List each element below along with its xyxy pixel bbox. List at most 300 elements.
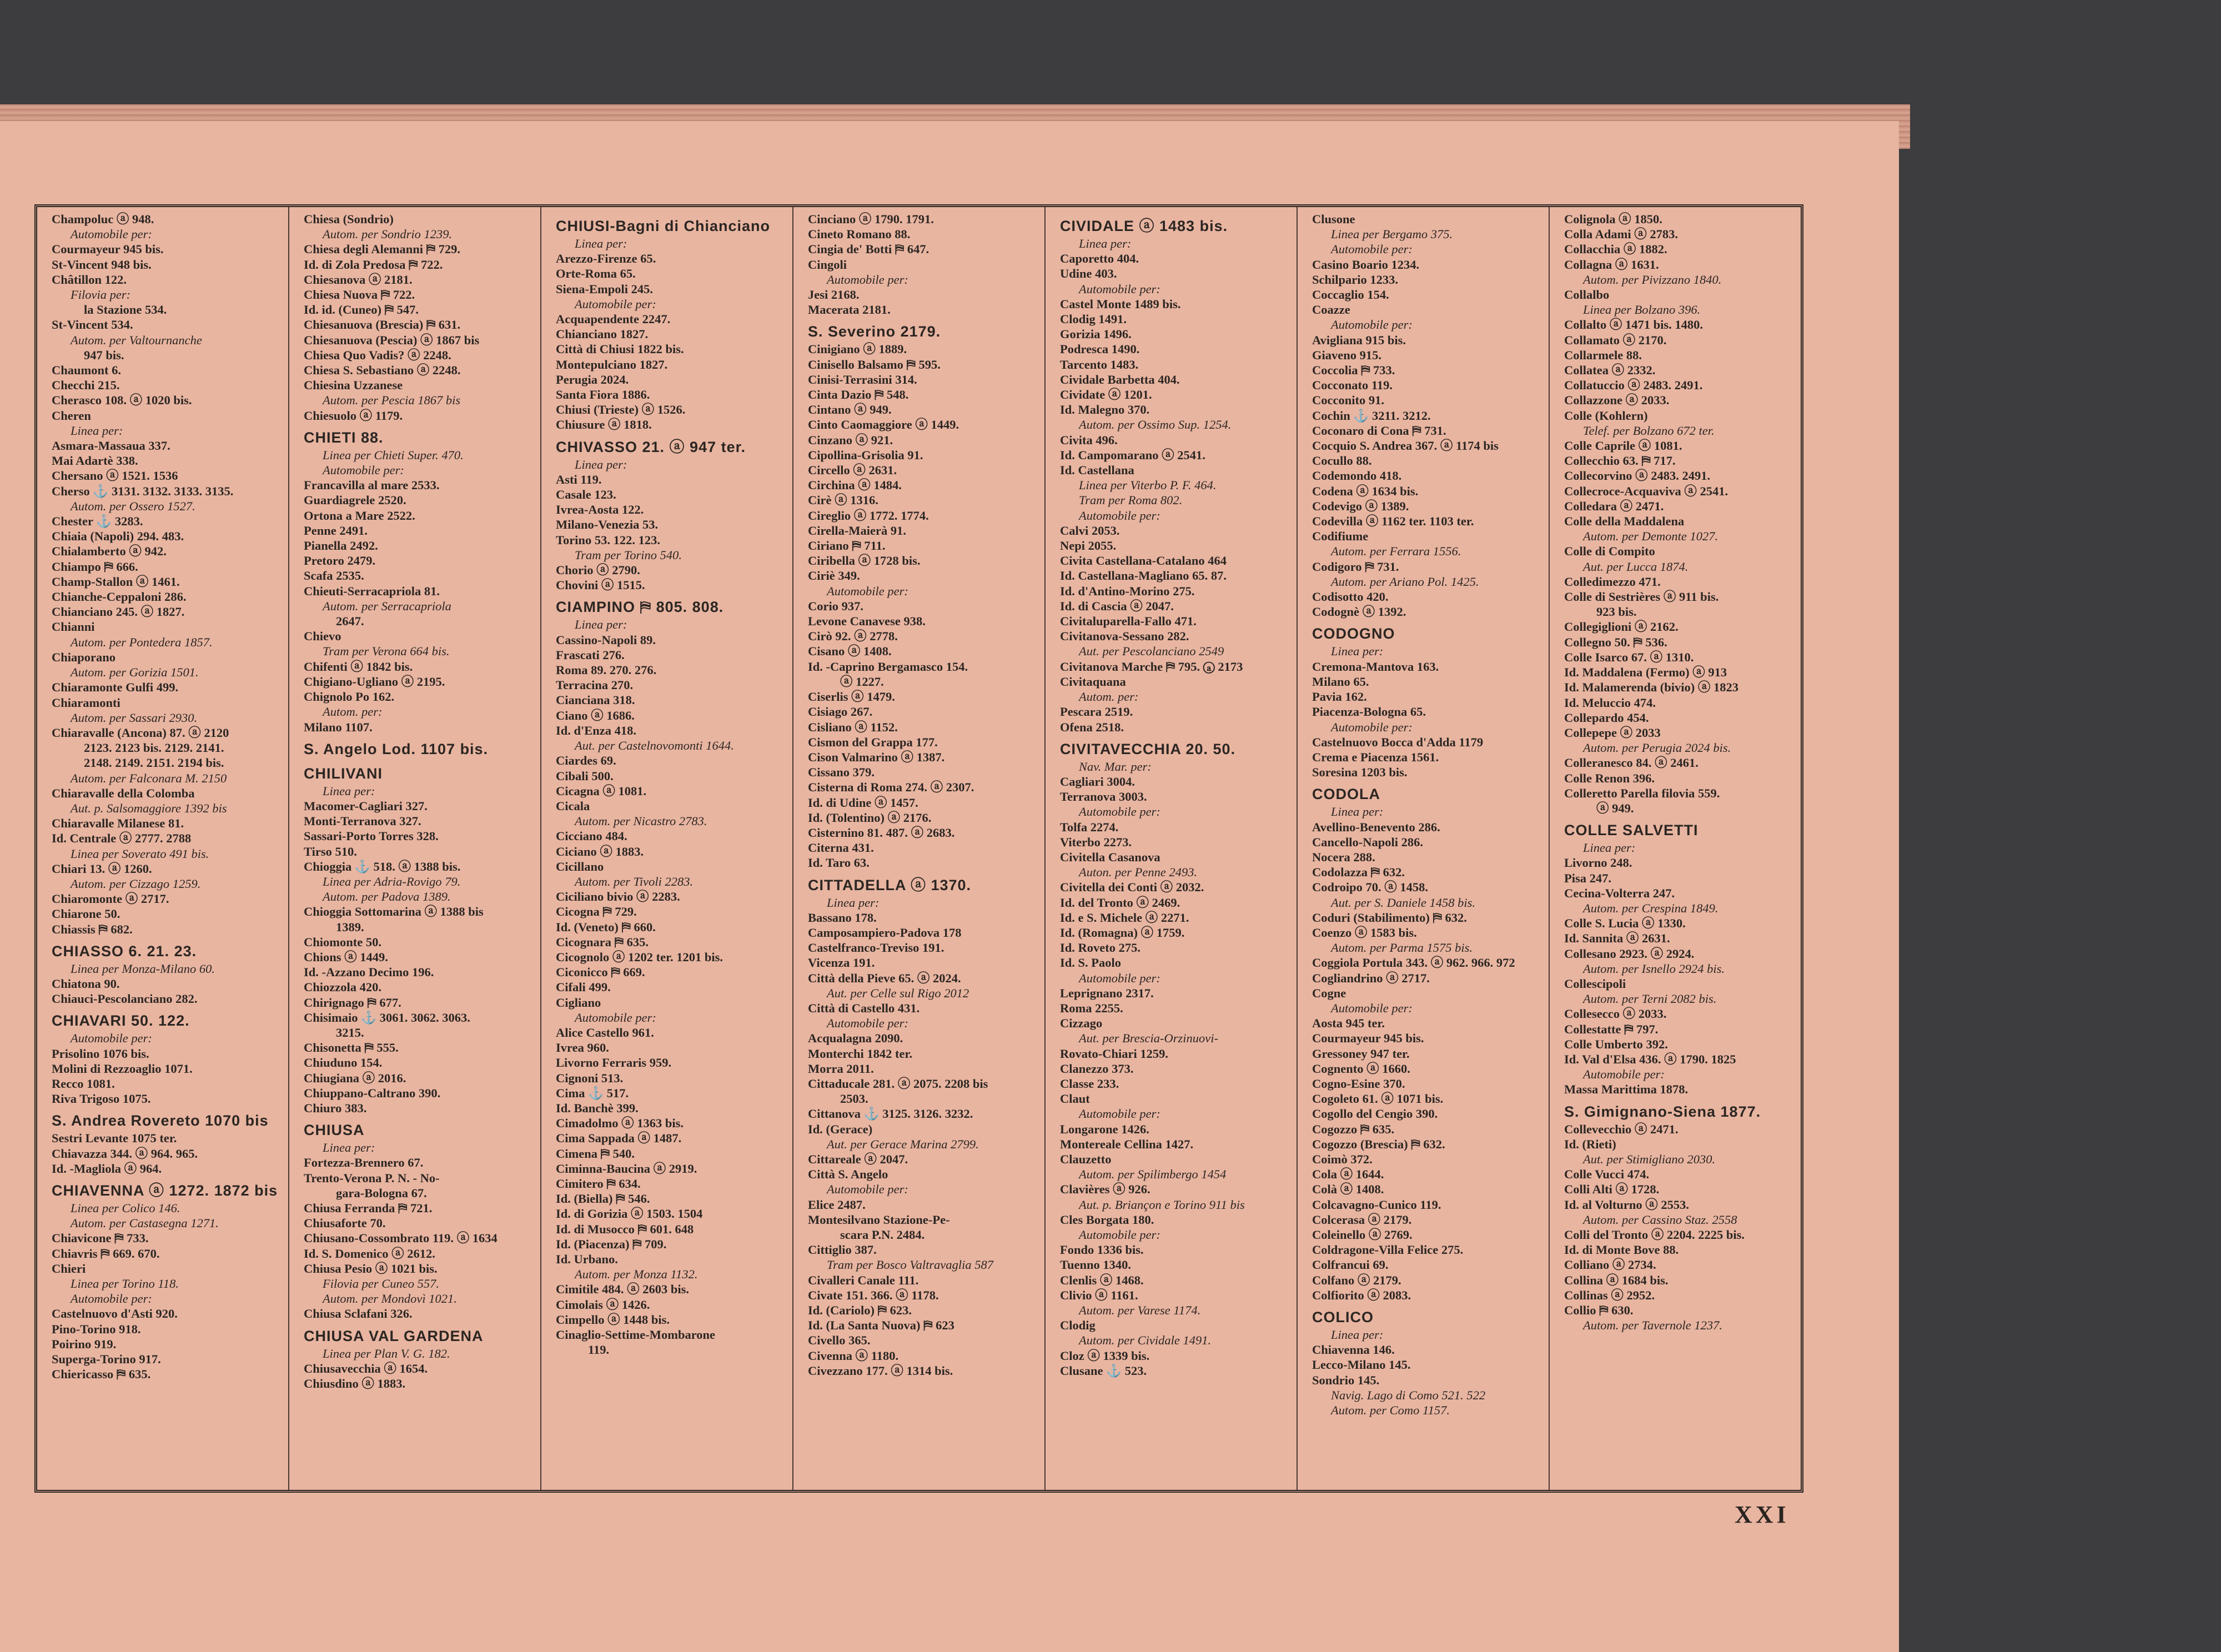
index-entry: Gorizia 1496. xyxy=(1060,327,1132,342)
index-entry: Chiaromonte ⓐ 2717. xyxy=(52,892,169,906)
index-entry: Cicala xyxy=(556,799,590,813)
index-entry: Cicognara ⛿ 635. xyxy=(556,935,649,949)
index-entry: Cirò 92. ⓐ 2778. xyxy=(808,629,898,644)
index-entry: Cloz ⓐ 1339 bis. xyxy=(1060,1348,1150,1363)
index-entry: Caporetto 404. xyxy=(1060,252,1139,266)
index-entry: Autom. per Cassino Staz. 2558 xyxy=(1583,1212,1737,1227)
index-entry: CHIUSI-Bagni di Chianciano xyxy=(556,218,771,234)
index-entry: Id. (Biella) ⛿ 546. xyxy=(556,1192,650,1206)
index-entry: Autom. per Tavernole 1237. xyxy=(1583,1318,1723,1333)
index-entry: Civalleri Canale 111. xyxy=(808,1273,919,1287)
index-entry: Automobile per: xyxy=(1079,805,1160,819)
index-entry: Colleranesco 84. ⓐ 2461. xyxy=(1564,756,1699,770)
index-entry: Id. Sannita ⓐ 2631. xyxy=(1564,931,1670,946)
index-entry: Id. S. Paolo xyxy=(1060,956,1122,970)
index-entry: Cingia de' Botti ⛿ 647. xyxy=(808,242,929,257)
index-entry: Chisonetta ⛿ 555. xyxy=(304,1041,399,1055)
index-entry: CHIASSO 6. 21. 23. xyxy=(52,942,197,960)
index-entry: Chiusavecchia ⓐ 1654. xyxy=(304,1361,428,1375)
index-entry: Collio ⛿ 630. xyxy=(1564,1303,1634,1318)
index-entry: Cizzago xyxy=(1060,1016,1103,1031)
index-entry: Civita Castellana-Catalano 464 xyxy=(1060,554,1227,568)
index-entry: Cogollo del Cengio 390. xyxy=(1312,1107,1438,1121)
index-entry: Automobile per: xyxy=(1331,1001,1413,1015)
index-entry: Cipollina-Grisolia 91. xyxy=(808,448,923,462)
index-entry: Montereale Cellina 1427. xyxy=(1060,1137,1194,1151)
index-entry: Chersano ⓐ 1521. 1536 xyxy=(52,469,178,483)
index-entry: Penne 2491. xyxy=(304,523,368,538)
index-entry: Codevigo ⓐ 1389. xyxy=(1312,499,1409,513)
index-entry: Id. -Caprino Bergamasco 154. xyxy=(808,659,968,674)
index-entry: Chiarone 50. xyxy=(52,907,120,921)
index-entry: Circhina ⓐ 1484. xyxy=(808,478,902,493)
index-entry: Arezzo-Firenze 65. xyxy=(556,252,656,266)
index-entry: Chiesa (Sondrio) xyxy=(304,212,394,226)
index-entry: Collatuccio ⓐ 2483. 2491. xyxy=(1564,378,1703,393)
index-entry: Siena-Empoli 245. xyxy=(556,282,654,296)
index-entry: Ciconicco ⛿ 669. xyxy=(556,965,645,980)
index-entry: 947 bis. xyxy=(84,348,124,362)
index-entry: Colle Umberto 392. xyxy=(1564,1037,1668,1051)
index-entry: Cinisi-Terrasini 314. xyxy=(808,372,917,386)
index-entry: Chiusa Pesio ⓐ 1021 bis. xyxy=(304,1261,438,1276)
index-entry: ⓐ 1227. xyxy=(840,674,884,689)
index-entry: Autom. per Pescia 1867 bis xyxy=(323,393,461,408)
index-entry: Ciardes 69. xyxy=(556,754,616,768)
index-entry: 119. xyxy=(588,1343,610,1357)
index-entry: Colcavagno-Cunico 119. xyxy=(1312,1197,1441,1212)
index-entry: Id. di Udine ⓐ 1457. xyxy=(808,795,918,810)
index-entry: Roma 2255. xyxy=(1060,1001,1123,1015)
index-entry: Orte-Roma 65. xyxy=(556,267,636,281)
index-entry: Coazze xyxy=(1312,303,1350,317)
index-entry: Chiuduno 154. xyxy=(304,1056,383,1070)
index-entry: Colle Vucci 474. xyxy=(1564,1167,1650,1182)
index-entry: Trento-Verona P. N. - No- xyxy=(304,1171,440,1185)
index-entry: Lecco-Milano 145. xyxy=(1312,1358,1411,1372)
index-entry: Collesano 2923. ⓐ 2924. xyxy=(1564,946,1695,961)
index-entry: Perugia 2024. xyxy=(556,372,629,386)
index-entry: CODOLA xyxy=(1312,786,1380,803)
index-entry: Pino-Torino 918. xyxy=(52,1322,141,1336)
index-entry: Fondo 1336 bis. xyxy=(1060,1243,1144,1257)
index-entry: Chievo xyxy=(304,629,341,644)
index-entry: Collalto ⓐ 1471 bis. 1480. xyxy=(1564,318,1704,332)
index-entry: Pavia 162. xyxy=(1312,690,1367,704)
index-entry: Chieuti-Serracapriola 81. xyxy=(304,584,440,598)
index-entry: Cison Valmarino ⓐ 1387. xyxy=(808,750,945,764)
index-entry: Autom. per Pivizzano 1840. xyxy=(1583,272,1722,287)
index-entry: Cicciano 484. xyxy=(556,829,627,843)
index-entry: Cirè ⓐ 1316. xyxy=(808,493,878,508)
index-entry: Tirso 510. xyxy=(304,844,357,858)
index-entry: Cocconito 91. xyxy=(1312,393,1384,408)
index-entry: Riva Trigoso 1075. xyxy=(52,1092,151,1106)
index-entry: Aut. per Pescolanciano 2549 xyxy=(1079,644,1224,659)
index-entry: 1389. xyxy=(336,920,364,934)
index-entry: Podresca 1490. xyxy=(1060,342,1140,356)
index-entry: Cibali 500. xyxy=(556,769,614,783)
index-entry: Linea per Plan V. G. 182. xyxy=(323,1346,450,1360)
index-entry: Automobile per: xyxy=(1583,1067,1665,1082)
index-entry: Clenlis ⓐ 1468. xyxy=(1060,1273,1144,1287)
index-entry: Cisterna di Roma 274. ⓐ 2307. xyxy=(808,780,974,795)
index-entry: Chiesina Uzzanese xyxy=(304,378,403,393)
index-entry: Massa Marittima 1878. xyxy=(1564,1082,1689,1097)
index-entry: Cinaglio-Settime-Mombarone xyxy=(556,1328,716,1342)
index-entry: Automobile per: xyxy=(1079,1228,1160,1242)
index-entry: Linea per: xyxy=(1079,237,1132,250)
index-entry: Citerna 431. xyxy=(808,841,874,855)
index-entry: Chiusure ⓐ 1818. xyxy=(556,418,652,432)
index-column-4 xyxy=(793,207,1046,1490)
index-entry: Id. Castellana xyxy=(1060,463,1134,478)
index-entry: Scafa 2535. xyxy=(304,569,364,583)
index-entry: Colle della Maddalena xyxy=(1564,514,1685,529)
index-entry: Colle di Sestrières ⓐ 911 bis. xyxy=(1564,590,1719,604)
index-entry: COLICO xyxy=(1312,1309,1374,1326)
index-entry: Ciano ⓐ 1686. xyxy=(556,708,635,722)
index-entry: Id. (Gerace) xyxy=(808,1122,873,1136)
index-entry: Id. Maddalena (Fermo) ⓐ 913 xyxy=(1564,665,1727,680)
index-entry: Colle Renon 396. xyxy=(1564,771,1655,785)
index-entry: Chiomonte 50. xyxy=(304,935,381,949)
index-entry: Id. di Cascia ⓐ 2047. xyxy=(1060,599,1174,613)
index-entry: Id. (Cariolo) ⛿ 623. xyxy=(808,1303,912,1318)
index-entry: 2123. 2123 bis. 2129. 2141. xyxy=(84,741,224,755)
index-entry: Chiuro 383. xyxy=(304,1101,367,1115)
index-entry: Autom. per Nicastro 2783. xyxy=(575,814,707,828)
index-entry: Cicognolo ⓐ 1202 ter. 1201 bis. xyxy=(556,950,723,964)
index-entry: Ciciano ⓐ 1883. xyxy=(556,844,644,858)
index-entry: Chiavicone ⛿ 733. xyxy=(52,1231,149,1246)
index-entry: Chifenti ⓐ 1842 bis. xyxy=(304,659,413,674)
index-entry: Aut. p. Briançon e Torino 911 bis xyxy=(1079,1197,1245,1212)
index-entry: Collamato ⓐ 2170. xyxy=(1564,333,1667,347)
index-entry: Livorno Ferraris 959. xyxy=(556,1056,672,1070)
index-entry: Navig. Lago di Como 521. 522 xyxy=(1331,1388,1486,1402)
index-entry: Chiaporano xyxy=(52,650,116,664)
index-entry: Chiesanova ⓐ 2181. xyxy=(304,272,413,287)
index-entry: Molini di Rezzoaglio 1071. xyxy=(52,1061,193,1076)
index-entry: Civate 151. 366. ⓐ 1178. xyxy=(808,1288,939,1302)
index-entry: Clavières ⓐ 926. xyxy=(1060,1182,1150,1197)
index-entry: Codognè ⓐ 1392. xyxy=(1312,605,1406,619)
index-entry: Cherso ⚓ 3131. 3132. 3133. 3135. xyxy=(52,484,234,498)
index-entry: Cherasco 108. ⓐ 1020 bis. xyxy=(52,393,192,408)
index-entry: Filovia per: xyxy=(71,288,131,302)
index-entry: Chialamberto ⓐ 942. xyxy=(52,544,167,559)
index-entry: Pisa 247. xyxy=(1564,871,1612,885)
index-frame xyxy=(34,204,1803,1493)
index-entry: Cireglio ⓐ 1772. 1774. xyxy=(808,508,929,523)
index-entry: Colle Isarco 67. ⓐ 1310. xyxy=(1564,650,1694,664)
index-entry: Ciribella ⓐ 1728 bis. xyxy=(808,554,921,568)
index-entry: Cittareale ⓐ 2047. xyxy=(808,1152,908,1166)
index-entry: CHIAVENNA ⓐ 1272. 1872 bis xyxy=(52,1182,278,1199)
index-entry: Collecorvino ⓐ 2483. 2491. xyxy=(1564,469,1711,483)
index-entry: Linea per Monza-Milano 60. xyxy=(71,961,215,976)
index-entry: Chiericasso ⛿ 635. xyxy=(52,1367,151,1382)
index-entry: Chiavenna 146. xyxy=(1312,1343,1395,1357)
index-entry: 3215. xyxy=(336,1025,364,1040)
index-entry: Colle Caprile ⓐ 1081. xyxy=(1564,439,1682,453)
index-entry: Chorio ⓐ 2790. xyxy=(556,563,640,578)
index-entry: Id. d'Antino-Morino 275. xyxy=(1060,584,1195,598)
index-entry: Terracina 270. xyxy=(556,678,634,692)
index-entry: Id. e S. Michele ⓐ 2271. xyxy=(1060,910,1189,925)
index-entry: Id. Banchè 399. xyxy=(556,1101,639,1115)
index-entry: Cinciano ⓐ 1790. 1791. xyxy=(808,212,934,226)
index-entry: Linea per Colico 146. xyxy=(71,1201,180,1215)
index-entry: Automobile per: xyxy=(1331,318,1413,332)
index-entry: Castelnuovo d'Asti 920. xyxy=(52,1307,178,1321)
index-entry: Cividate ⓐ 1201. xyxy=(1060,388,1152,402)
index-entry: scara P.N. 2484. xyxy=(840,1228,925,1242)
index-entry: Clusane ⚓ 523. xyxy=(1060,1363,1147,1378)
index-entry: CHIAVARI 50. 122. xyxy=(52,1012,190,1030)
index-entry: Auton. per Penne 2493. xyxy=(1079,865,1198,880)
index-entry: Pretoro 2479. xyxy=(304,554,376,568)
index-entry: Cocquio S. Andrea 367. ⓐ 1174 bis xyxy=(1312,439,1499,453)
index-entry: Schilpario 1233. xyxy=(1312,272,1399,287)
index-entry: Chiusano-Cossombrato 119. ⓐ 1634 xyxy=(304,1231,498,1246)
index-entry: Linea per: xyxy=(575,617,627,632)
index-entry: Chiesanuova (Brescia) ⛿ 631. xyxy=(304,318,461,332)
index-entry: Collestatte ⛿ 797. xyxy=(1564,1022,1659,1036)
index-entry: Chiari 13. ⓐ 1260. xyxy=(52,861,152,876)
index-entry: Ivrea 960. xyxy=(556,1041,609,1055)
index-entry: Cismon del Grappa 177. xyxy=(808,735,938,749)
index-entry: Autom. per Falconara M. 2150 xyxy=(71,771,227,785)
index-entry: Ciserlis ⓐ 1479. xyxy=(808,690,895,704)
index-entry: Aut. per Brescia-Orzinuovi- xyxy=(1079,1031,1218,1046)
index-entry: Chiusi (Trieste) ⓐ 1526. xyxy=(556,403,686,417)
index-entry: Automobile per: xyxy=(827,584,908,598)
index-entry: Castelfranco-Treviso 191. xyxy=(808,941,944,955)
index-entry: Cifali 499. xyxy=(556,980,611,995)
index-entry: Milano 1107. xyxy=(304,720,373,734)
index-entry: Chianche-Ceppaloni 286. xyxy=(52,590,187,604)
index-entry: Cividale Barbetta 404. xyxy=(1060,372,1180,386)
index-entry: Coggiola Portula 343. ⓐ 962. 966. 972 xyxy=(1312,956,1515,970)
index-entry: Castelnuovo Bocca d'Adda 1179 xyxy=(1312,735,1484,749)
index-entry: Tarcento 1483. xyxy=(1060,357,1139,371)
index-entry: Aut. per Castelnovomonti 1644. xyxy=(575,739,734,753)
index-entry: Cima Sappada ⓐ 1487. xyxy=(556,1131,682,1146)
index-entry: Classe 233. xyxy=(1060,1076,1119,1091)
index-entry: Chiampo ⛿ 666. xyxy=(52,559,138,574)
index-entry: Chiavazza 344. ⓐ 964. 965. xyxy=(52,1146,198,1161)
index-entry: Automobile per: xyxy=(71,227,152,242)
index-entry: Tram per Bosco Valtravaglia 587 xyxy=(827,1258,994,1272)
index-entry: Civitaluparella-Fallo 471. xyxy=(1060,614,1197,629)
index-entry: Clanezzo 373. xyxy=(1060,1061,1134,1076)
index-entry: Colli del Tronto ⓐ 2204. 2225 bis. xyxy=(1564,1228,1745,1242)
index-entry: Nav. Mar. per: xyxy=(1079,759,1152,774)
index-entry: Autom. per Varese 1174. xyxy=(1079,1303,1201,1318)
index-entry: Pescara 2519. xyxy=(1060,705,1133,719)
index-entry: Colfano ⓐ 2179. xyxy=(1312,1273,1401,1287)
index-entry: Bassano 178. xyxy=(808,910,877,925)
index-entry: Chiusdino ⓐ 1883. xyxy=(304,1377,406,1391)
index-entry: Cicillano xyxy=(556,859,604,873)
index-entry: Levone Canavese 938. xyxy=(808,614,926,629)
index-entry: Telef. per Bolzano 672 ter. xyxy=(1583,423,1715,438)
index-entry: Chiesa S. Sebastiano ⓐ 2248. xyxy=(304,363,461,378)
index-entry: Terranova 3003. xyxy=(1060,790,1147,804)
index-entry: Ivrea-Aosta 122. xyxy=(556,503,644,517)
index-entry: Id. Roveto 275. xyxy=(1060,941,1140,955)
index-entry: Poirino 919. xyxy=(52,1337,117,1351)
index-entry: Id. (Romagna) ⓐ 1759. xyxy=(1060,925,1185,940)
index-entry: Chignolo Po 162. xyxy=(304,690,395,704)
index-entry: Automobile per: xyxy=(575,1010,656,1025)
index-entry: Città di Chiusi 1822 bis. xyxy=(556,342,684,356)
index-entry: ⓐ 949. xyxy=(1596,801,1634,815)
index-entry: Cinisello Balsamo ⛿ 595. xyxy=(808,357,941,371)
index-entry: Collina ⓐ 1684 bis. xyxy=(1564,1273,1669,1287)
index-entry: Autom. per Tivoli 2283. xyxy=(575,874,694,888)
index-entry: Colli Alti ⓐ 1728. xyxy=(1564,1182,1660,1197)
index-entry: Tolfa 2274. xyxy=(1060,820,1119,834)
index-entry: 2647. xyxy=(336,614,364,629)
index-entry: la Stazione 534. xyxy=(84,303,167,317)
index-entry: Automobile per: xyxy=(1079,971,1160,985)
index-entry: Chianni xyxy=(52,620,95,634)
index-entry: Id. (La Santa Nuova) ⛿ 623 xyxy=(808,1318,954,1333)
index-entry: S. Severino 2179. xyxy=(808,323,941,340)
index-entry: Guardiagrele 2520. xyxy=(304,493,406,508)
index-entry: Nocera 288. xyxy=(1312,850,1375,864)
index-entry: Cintano ⓐ 949. xyxy=(808,403,892,417)
index-entry: Calvi 2053. xyxy=(1060,523,1120,538)
index-entry: Cima ⚓ 517. xyxy=(556,1086,629,1100)
index-entry: Clivio ⓐ 1161. xyxy=(1060,1288,1138,1302)
index-entry: Montepulciano 1827. xyxy=(556,357,668,371)
index-column-2 xyxy=(289,207,541,1490)
index-entry: Colla Adami ⓐ 2783. xyxy=(1564,227,1679,242)
index-entry: Cheren xyxy=(52,408,91,423)
index-entry: Collegno 50. ⛿ 536. xyxy=(1564,635,1667,649)
index-entry: Linea per: xyxy=(1331,805,1384,819)
index-entry: Acquapendente 2247. xyxy=(556,312,671,327)
index-entry: Id. (Tolentino) ⓐ 2176. xyxy=(808,810,932,825)
index-entry: Santa Fiora 1886. xyxy=(556,388,650,402)
index-entry: Id. Malamerenda (bivio) ⓐ 1823 xyxy=(1564,680,1738,695)
index-column-7 xyxy=(1550,207,1801,1490)
index-entry: Id. di Musocco ⛿ 601. 648 xyxy=(556,1222,694,1236)
index-entry: S. Andrea Rovereto 1070 bis xyxy=(52,1112,269,1129)
index-entry: Chiatona 90. xyxy=(52,976,120,991)
index-entry: Id. (Rieti) xyxy=(1564,1137,1616,1151)
index-entry: Id. Taro 63. xyxy=(808,856,870,870)
index-column-3 xyxy=(541,207,793,1490)
index-entry: Linea per: xyxy=(323,1141,375,1155)
index-entry: Automobile per: xyxy=(827,272,908,287)
index-entry: Cinta Dazio ⛿ 548. xyxy=(808,388,909,402)
index-entry: Monti-Terranova 327. xyxy=(304,814,421,828)
index-entry: Codemondo 418. xyxy=(1312,469,1402,483)
index-entry: Montesilvano Stazione-Pe- xyxy=(808,1212,950,1227)
index-entry: Autom. per Sondrio 1239. xyxy=(323,227,453,242)
index-entry: Chiaia (Napoli) 294. 483. xyxy=(52,529,184,544)
index-entry: Automobile per: xyxy=(323,463,404,478)
index-entry: Linea per Viterbo P. F. 464. xyxy=(1079,478,1217,493)
index-entry: Filovia per Cuneo 557. xyxy=(323,1277,439,1291)
index-entry: Id. (Piacenza) ⛿ 709. xyxy=(556,1237,667,1251)
index-entry: Linea per Torino 118. xyxy=(71,1277,179,1291)
index-page xyxy=(0,121,1899,1652)
index-entry: Cinzano ⓐ 921. xyxy=(808,433,893,447)
index-entry: Châtillon 122. xyxy=(52,272,127,287)
index-entry: Cecina-Volterra 247. xyxy=(1564,886,1675,900)
index-entry: Civezzano 177. ⓐ 1314 bis. xyxy=(808,1363,953,1378)
index-entry: Monterchi 1842 ter. xyxy=(808,1046,913,1061)
index-entry: Autom. per: xyxy=(1079,690,1139,704)
index-entry: S. Gimignano-Siena 1877. xyxy=(1564,1103,1761,1120)
index-entry: Cisliano ⓐ 1152. xyxy=(808,720,898,734)
index-entry: Cogne xyxy=(1312,986,1346,1000)
index-entry: Coenzo ⓐ 1583 bis. xyxy=(1312,925,1417,940)
index-entry: Chiesa degli Alemanni ⛿ 729. xyxy=(304,242,460,257)
index-entry: Colle di Compito xyxy=(1564,544,1655,559)
index-entry: Codroipo 70. ⓐ 1458. xyxy=(1312,880,1428,895)
index-entry: Corio 937. xyxy=(808,599,863,613)
index-entry: Ciminna-Baucina ⓐ 2919. xyxy=(556,1161,697,1176)
index-entry: Chiusa Sclafani 326. xyxy=(304,1307,413,1321)
index-entry: Autom. per Ferrara 1556. xyxy=(1331,544,1461,559)
index-entry: S. Angelo Lod. 1107 bis. xyxy=(304,740,489,757)
index-column-6 xyxy=(1298,207,1550,1490)
index-entry: Autom. per Ariano Pol. 1425. xyxy=(1331,574,1479,589)
index-entry: Frascati 276. xyxy=(556,647,625,662)
index-entry: Coduri (Stabilimento) ⛿ 632. xyxy=(1312,910,1467,925)
index-entry: Autom. per Isnello 2924 bis. xyxy=(1583,961,1725,976)
index-entry: Cimadolmo ⓐ 1363 bis. xyxy=(556,1116,684,1131)
index-entry: Avigliana 915 bis. xyxy=(1312,333,1406,347)
index-entry: CHIETI 88. xyxy=(304,429,384,446)
index-entry: Cochin ⚓ 3211. 3212. xyxy=(1312,408,1431,423)
index-entry: Colliano ⓐ 2734. xyxy=(1564,1258,1656,1272)
index-entry: Cimitile 484. ⓐ 2603 bis. xyxy=(556,1282,689,1297)
index-entry: Città S. Angelo xyxy=(808,1167,888,1182)
index-entry: Linea per: xyxy=(1583,841,1636,855)
index-entry: Id. S. Domenico ⓐ 2612. xyxy=(304,1246,435,1261)
index-entry: Ciriè 349. xyxy=(808,569,860,583)
index-entry: Autom. per Mondovì 1021. xyxy=(323,1292,457,1306)
index-entry: Chiaravalle della Colomba xyxy=(52,786,195,800)
index-entry: CHIUSA xyxy=(304,1122,365,1139)
index-entry: Tram per Verona 664 bis. xyxy=(323,644,450,659)
index-entry: Chiuppano-Caltrano 390. xyxy=(304,1086,441,1100)
index-entry: Fortezza-Brennero 67. xyxy=(304,1156,424,1170)
index-entry: Cogoleto 61. ⓐ 1071 bis. xyxy=(1312,1092,1444,1106)
index-entry: Autom. per Perugia 2024 bis. xyxy=(1583,741,1731,755)
index-entry: Linea per: xyxy=(323,784,375,798)
index-entry: Cimitero ⛿ 634. xyxy=(556,1176,641,1191)
index-entry: COLLE SALVETTI xyxy=(1564,822,1699,839)
index-entry: Id. Urbano. xyxy=(556,1252,618,1266)
index-entry: Chiesanuova (Pescia) ⓐ 1867 bis xyxy=(304,333,480,347)
index-entry: Roma 89. 270. 276. xyxy=(556,663,657,677)
page-number: XXI xyxy=(1735,1501,1790,1528)
index-entry: Pianella 2492. xyxy=(304,539,378,553)
index-entry: Linea per Bolzano 396. xyxy=(1583,303,1701,317)
index-entry: Cogozzo (Brescia) ⛿ 632. xyxy=(1312,1137,1445,1151)
index-entry: Linea per: xyxy=(71,423,123,438)
index-entry: Id. (Veneto) ⛿ 660. xyxy=(556,920,656,934)
